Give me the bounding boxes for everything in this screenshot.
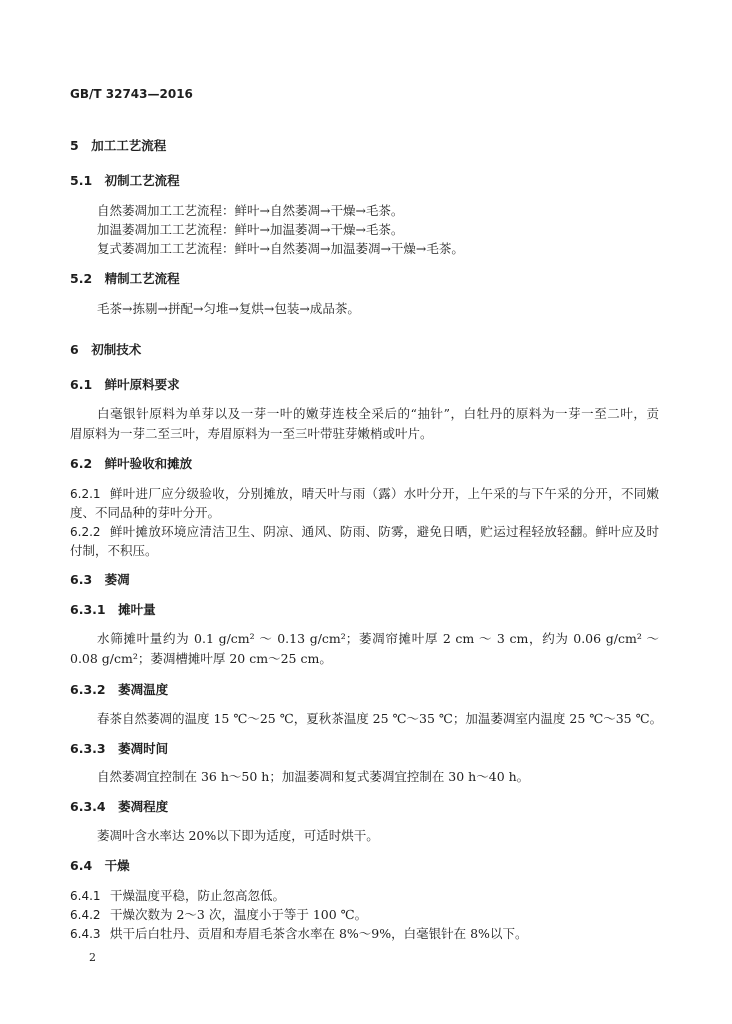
paragraph-line: 鲜叶进厂应分级验收，分别摊放，晴天叶与雨（露）水叶分开，上午采的与下午采的分开，不同嫩 [110, 486, 659, 501]
paragraph-line: 毛茶→拣剔→拼配→匀堆→复烘→包装→成品茶。 [97, 301, 360, 316]
clause-6-3-3-heading: 6.3.3 萎凋时间 [70, 741, 169, 756]
paragraph-line: 春茶自然萎凋的温度 15 ℃～25 ℃，夏秋茶温度 25 ℃～35 ℃；加温萎凋室内温度 25 ℃～35 ℃。 [97, 711, 663, 726]
paragraph-line: 自然萎凋宜控制在 36 h～50 h；加温萎凋和复式萎凋宜控制在 30 h～40 h。 [97, 769, 530, 784]
page-number: 2 [89, 951, 96, 964]
section-6-heading: 6 初制技术 [70, 342, 142, 357]
clause-6-3-1-heading: 6.3.1 摊叶量 [70, 602, 156, 617]
paragraph-line: 0.08 g/cm²；萎凋槽摊叶厚 20 cm～25 cm。 [70, 651, 332, 666]
section-5-1-heading: 5.1 初制工艺流程 [70, 173, 180, 188]
standard-code-header: GB/T 32743—2016 [70, 87, 193, 101]
clause-number: 6.2.1 [70, 487, 101, 501]
paragraph-line: 度、不同品种的芽叶分开。 [70, 505, 221, 520]
paragraph-line: 眉原料为一芽二至三叶，寿眉原料为一至三叶带驻芽嫩梢或叶片。 [70, 426, 433, 441]
section-6-4-heading: 6.4 干燥 [70, 858, 130, 873]
paragraph-line: 水筛摊叶量约为 0.1 g/cm² ～ 0.13 g/cm²；萎凋帘摊叶厚 2 cm ～ 3 cm，约为 0.06 g/cm² ～ [97, 631, 659, 646]
clause-number: 6.4.3 [70, 927, 101, 941]
section-5-2-heading: 5.2 精制工艺流程 [70, 271, 180, 286]
paragraph-line: 干燥温度平稳，防止忽高忽低。 [110, 888, 286, 903]
paragraph-line: 付制，不积压。 [70, 543, 158, 558]
paragraph-line: 复式萎凋加工工艺流程：鲜叶→自然萎凋→加温萎凋→干燥→毛茶。 [97, 241, 464, 256]
clause-number: 6.4.1 [70, 889, 101, 903]
paragraph-line: 加温萎凋加工工艺流程：鲜叶→加温萎凋→干燥→毛茶。 [97, 222, 404, 237]
section-6-3-heading: 6.3 萎凋 [70, 572, 130, 587]
clause-6-3-2-heading: 6.3.2 萎凋温度 [70, 682, 169, 697]
clause-6-3-4-heading: 6.3.4 萎凋程度 [70, 799, 169, 814]
paragraph-line: 萎凋叶含水率达 20%以下即为适度，可适时烘干。 [97, 828, 379, 843]
clause-number: 6.2.2 [70, 525, 101, 539]
paragraph-line: 鲜叶摊放环境应清洁卫生、阴凉、通风、防雨、防雾，避免日晒，贮运过程轻放轻翻。鲜叶应及时 [110, 524, 659, 539]
section-6-2-heading: 6.2 鲜叶验收和摊放 [70, 456, 193, 471]
clause-number: 6.4.2 [70, 908, 101, 922]
paragraph-line: 自然萎凋加工工艺流程：鲜叶→自然萎凋→干燥→毛茶。 [97, 203, 404, 218]
paragraph-line: 干燥次数为 2～3 次，温度小于等于 100 ℃。 [110, 907, 368, 922]
paragraph-line: 白毫银针原料为单芽以及一芽一叶的嫩芽连枝全采后的“抽针”，白牡丹的原料为一芽一至二叶，贡 [97, 406, 659, 421]
section-5-heading: 5 加工工艺流程 [70, 138, 167, 153]
paragraph-line: 烘干后白牡丹、贡眉和寿眉毛茶含水率在 8%～9%，白毫银针在 8%以下。 [110, 926, 528, 941]
section-6-1-heading: 6.1 鲜叶原料要求 [70, 377, 180, 392]
